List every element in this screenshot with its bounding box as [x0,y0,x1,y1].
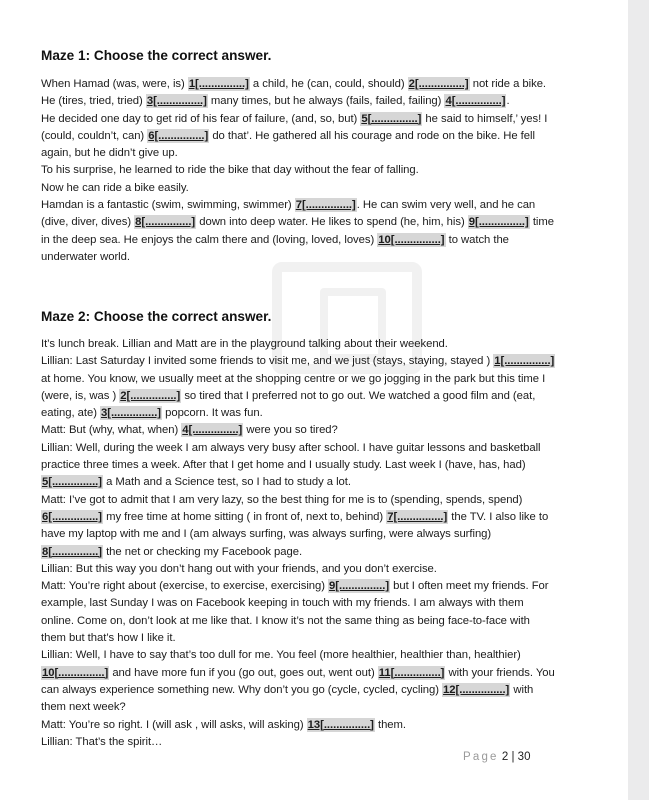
answer-blank: 7[...............] [295,199,356,212]
text-segment: . He can swim very well, and he can (dive, diver, dives) [41,199,536,229]
maze1-paragraph: Now he can ride a bike easily. [41,181,189,194]
page-footer [463,751,530,763]
answer-blank: 12[...............] [443,683,510,696]
answer-blank: 13[...............] [307,718,374,731]
text-segment: were you so tired? [243,424,338,437]
text-segment: Matt: But (why, what, when) [41,424,182,437]
maze2-paragraph: Lillian: That’s the spirit… [41,735,163,748]
maze1-paragraph [41,111,556,163]
maze2-paragraph [41,717,556,734]
text-segment: down into deep water. He likes to spend (he, him, his) [196,216,468,229]
maze2-paragraph [41,492,556,561]
text-segment: Matt: I’ve got to admit that I am very lazy, so the best thing for me is to (spending, spends, spend) [41,493,523,506]
maze1-paragraph: To his surprise, he learned to ride the bike that day without the fear of falling. [41,164,419,177]
text-segment: them. [374,718,406,731]
answer-blank: 11[...............] [378,666,445,679]
text-segment: . [506,95,510,108]
maze2-paragraph [41,647,556,716]
text-segment: Lillian: Last Saturday I invited some friends to visit me, and we just (stays, staying, stayed ) [41,355,494,368]
text-segment: he said to himself,’ yes! I (could, couldn’t, can) [41,112,548,142]
answer-blank: 2[...............] [120,389,181,402]
answer-blank: 9[...............] [468,216,529,229]
text-segment: He decided one day to get rid of his fear of failure, (and, so, but) [41,112,361,125]
text-segment: with your friends. You can always experience something new. Why don’t you go (cycle, cycled, cycling) [41,666,555,696]
text-segment: at home. You know, we usually meet at the shopping centre or we go jogging in the park but this time I (were, is, was ) [41,372,546,402]
text-segment: do that’. He gathered all his courage and rode on the bike. He fell again, but he didn’t give up. [41,129,535,160]
maze2-paragraph: It’s lunch break. Lillian and Matt are in the playground talking about their weekend. [41,338,448,350]
answer-blank: 3[...............] [146,95,207,108]
answer-blank: 10[...............] [42,666,109,679]
page-label: Page [463,751,499,763]
maze2-text [41,336,556,751]
answer-blank: 6[...............] [42,510,102,523]
page-total: 30 [517,751,531,763]
answer-blank: 9[...............] [329,580,390,593]
maze1-paragraph [41,76,556,111]
text-segment: the TV. I also like to have my laptop with me and I (am always surfing, was always surfing, were always surfing) [41,510,549,541]
text-segment: time in the deep sea. He enjoys the calm there and (loving, loved, loves) [41,216,554,246]
text-segment: popcorn. It was fun. [162,407,263,420]
text-segment: not ride a bike. He (tires, tried, tried) [41,78,547,108]
maze2-paragraph [41,440,556,492]
answer-blank: 5[...............] [361,112,422,125]
maze2-paragraph [41,353,556,422]
text-segment: the net or checking my Facebook page. [103,545,303,558]
text-segment: Lillian: Well, during the week I am always very busy after school. I have guitar lessons and basketball practice three times a week. After that I get home and I usually study. Last week I (have, has, had) [41,441,541,472]
maze1-title: Maze 1: Choose the correct answer. [41,48,272,63]
maze2-paragraph [41,422,556,439]
answer-blank: 6[...............] [148,129,209,142]
scrollbar[interactable] [628,0,649,800]
maze2-paragraph [41,578,556,647]
answer-blank: 8[...............] [42,545,102,558]
text-segment: Matt: You’re so right. I (will ask , will asks, will asking) [41,718,307,731]
page-separator: | [508,751,518,763]
text-segment: a Math and a Science test, so I had to study a lot. [103,476,351,489]
text-segment: to watch the underwater world. [41,233,509,263]
text-segment: Hamdan is a fantastic (swim, swimming, swimmer) [41,199,295,212]
text-segment: When Hamad (was, were, is) [41,78,188,90]
page-number: 2 [501,751,509,763]
text-segment: so tired that I preferred not to go out. We watched a good film and (eat, eating, ate) [41,389,536,420]
text-segment: a child, he (can, could, should) [249,78,408,90]
text-segment: with them next week? [41,683,534,714]
maze1-text [41,76,556,266]
answer-blank: 1[...............] [494,355,555,368]
text-segment: my free time at home sitting ( in front of, next to, behind) [103,510,387,523]
text-segment: many times, but he always (fails, failed, failing) [207,95,445,108]
text-segment: Matt: You’re right about (exercise, to exercise, exercising) [41,580,329,593]
answer-blank: 5[...............] [42,476,102,489]
answer-blank: 4[...............] [182,424,243,437]
maze1-paragraph [41,197,556,266]
text-segment: but I often meet my friends. For example, last Sunday I was on Facebook keeping in touch with my friends. I am always with them online. Come on, don’t look at me like that. I know it’s not the same thing as being face-to-face with them but that’s how I like it. [41,580,549,645]
answer-blank: 8[...............] [135,216,196,229]
text-segment: and have more fun if you (go out, goes out, went out) [109,666,378,679]
maze2-title: Maze 2: Choose the correct answer. [41,309,272,324]
answer-blank: 2[...............] [408,78,469,90]
text-segment: Lillian: Well, I have to say that’s too dull for me. You feel (more healthier, healthier than, healthier) [41,649,521,662]
answer-blank: 10[...............] [378,233,445,246]
answer-blank: 4[...............] [445,95,506,108]
answer-blank: 1[...............] [188,78,249,90]
answer-blank: 7[...............] [387,510,448,523]
answer-blank: 3[...............] [101,407,162,420]
maze2-paragraph: Lillian: But this way you don’t hang out with your friends, and you don’t exercise. [41,562,437,575]
